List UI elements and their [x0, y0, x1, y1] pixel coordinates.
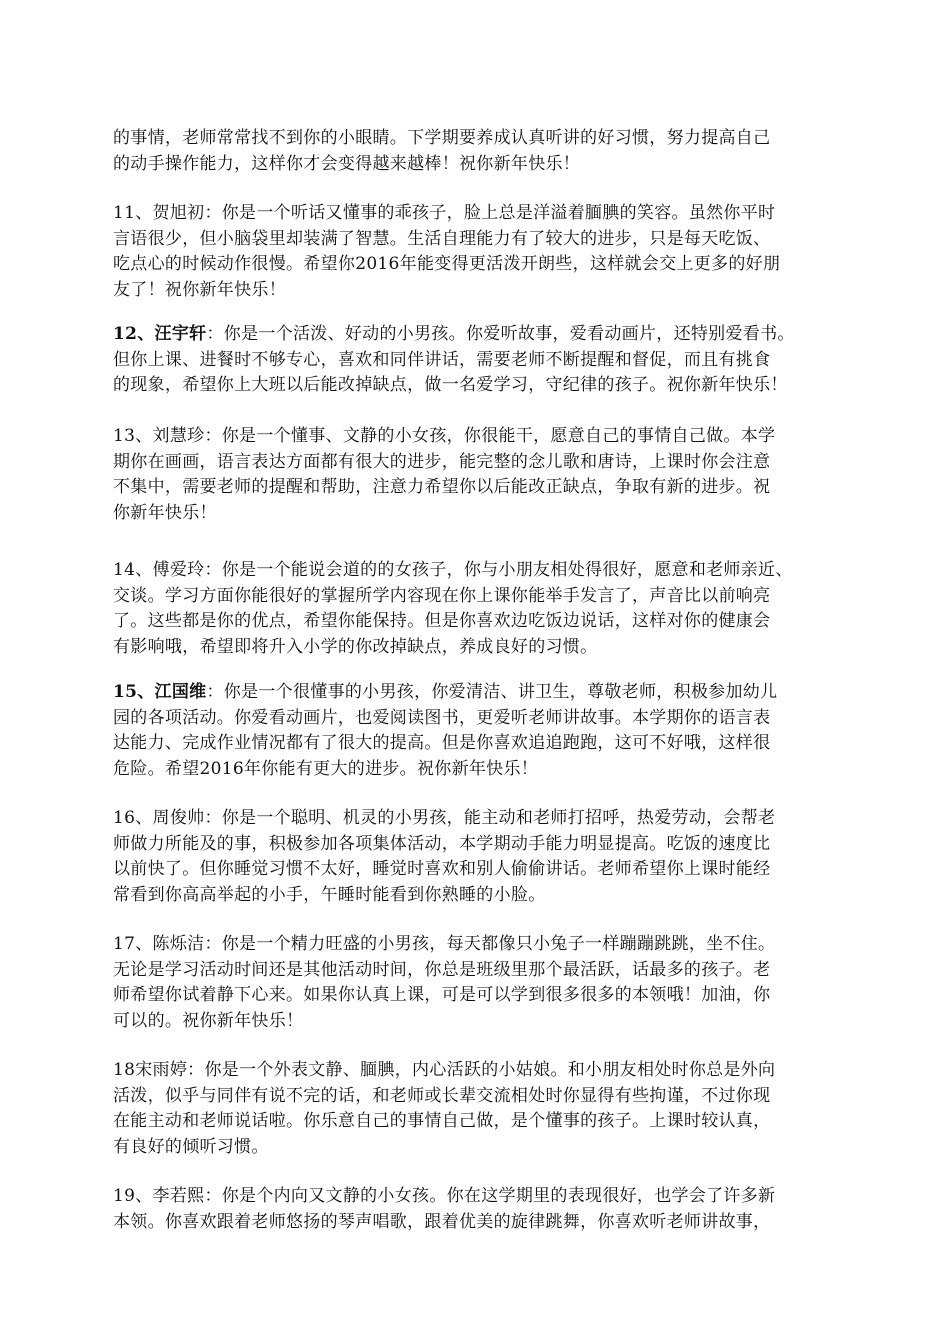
paragraph-line: 师做力所能及的事，积极参加各项集体活动，本学期动手能力明显提高。吃饭的速度比 [113, 833, 771, 854]
paragraph-line: ：你是一个能说会道的的女孩子，你与小朋友相处得很好，愿意和老师亲近、 [204, 560, 793, 580]
paragraph-line: 期你在画画，语言表达方面都有很大的进步，能完整的念儿歌和唐诗，上课时你会注意 [113, 451, 771, 472]
student-lead: 12、汪宇轩 [113, 324, 207, 344]
comment-paragraph-11 [113, 201, 873, 303]
paragraph-line: 你新年快乐！ [113, 502, 217, 523]
comment-paragraph-14 [113, 558, 873, 660]
student-lead: 15、江国维 [113, 682, 207, 702]
paragraph-continuation [113, 126, 873, 177]
document-page [113, 0, 873, 1344]
paragraph-line: 可以的。祝你新年快乐！ [113, 1010, 304, 1031]
student-lead: 14、傅爱玲 [113, 560, 205, 580]
student-lead: 16、周俊帅 [113, 808, 205, 828]
comment-paragraph-12 [113, 322, 873, 399]
paragraph-line: ：你是一个很懂事的小男孩，你爱清洁、讲卫生，尊敬老师，积极参加幼儿 [206, 682, 778, 702]
paragraph-line: 的现象，希望你上大班以后能改掉缺点，做一名爱学习，守纪律的孩子。祝你新年快乐！ [113, 375, 788, 395]
paragraph-line: 园的各项活动。你爱看动画片，也爱阅读图书，更爱听老师讲故事。本学期你的语言表 [113, 707, 771, 728]
paragraph-line: 交谈。学习方面你能很好的掌握所学内容现在你上课你能举手发言了，声音比以前响亮 [113, 585, 771, 606]
comment-paragraph-17 [113, 932, 873, 1034]
paragraph-line: 活泼，似乎与同伴有说不完的话，和老师或长辈交流相处时你显得有些拘谨，不过你现 [113, 1085, 771, 1106]
paragraph-line: 危险。希望2016年你能有更大的进步。祝你新年快乐！ [113, 758, 539, 779]
paragraph-line: 无论是学习活动时间还是其他活动时间，你总是班级里那个最活跃，话最多的孩子。老 [113, 959, 771, 980]
student-lead: 11、贺旭初 [113, 203, 205, 223]
paragraph-line: 言语很少，但小脑袋里却装满了智慧。生活自理能力有了较大的进步，只是每天吃饭、 [113, 228, 771, 249]
paragraph-line: ：你是一个聪明、机灵的小男孩，能主动和老师打招呼，热爱劳动，会帮老 [204, 808, 776, 828]
comment-paragraph-18 [113, 1058, 873, 1160]
student-lead: 17、陈烁洁 [113, 934, 205, 954]
paragraph-line: 了。这些都是你的优点，希望你能保持。但是你喜欢边吃饭边说话，这样对你的健康会 [113, 611, 771, 631]
comment-paragraph-16 [113, 806, 873, 908]
paragraph-line: 但你上课、进餐时不够专心，喜欢和同伴讲话，需要老师不断提醒和督促，而且有挑食 [113, 349, 771, 370]
paragraph-line: 吃点心的时候动作很慢。希望你2016年能变得更活泼开朗些，这样就会交上更多的好朋 [113, 254, 781, 274]
student-lead: 13、刘慧珍 [113, 426, 205, 446]
paragraph-line: ：你是个内向又文静的小女孩。你在这学期里的表现很好，也学会了许多新 [204, 1186, 776, 1206]
paragraph-line: 以前快了。但你睡觉习惯不太好，睡觉时喜欢和别人偷偷讲话。老师希望你上课时能经 [113, 859, 771, 879]
paragraph-line: 本领。你喜欢跟着老师悠扬的琴声唱歌，跟着优美的旋律跳舞，你喜欢听老师讲故事， [113, 1211, 771, 1232]
paragraph-line: 不集中，需要老师的提醒和帮助，注意力希望你以后能改正缺点，争取有新的进步。祝 [113, 477, 771, 497]
paragraph-line: 师希望你试着静下心来。如果你认真上课，可是可以学到很多很多的本领哦！加油，你 [113, 985, 771, 1005]
comment-paragraph-19 [113, 1184, 873, 1235]
comment-paragraph-15 [113, 680, 873, 782]
paragraph-line: 达能力、完成作业情况都有了很大的提高。但是你喜欢追追跑跑，这可不好哦，这样很 [113, 733, 771, 753]
paragraph-line: ：你是一个精力旺盛的小男孩，每天都像只小兔子一样蹦蹦跳跳，坐不住。 [204, 934, 776, 954]
paragraph-line: ：你是一个活泼、好动的小男孩。你爱听故事，爱看动画片，还特别爱看书。 [206, 324, 795, 344]
student-lead: 19、李若熙 [113, 1186, 205, 1206]
paragraph-line: 的动手操作能力，这样你才会变得越来越棒！祝你新年快乐！ [113, 153, 581, 174]
paragraph-line: 的事情，老师常常找不到你的小眼睛。下学期要养成认真听讲的好习惯，努力提高自己 [113, 128, 771, 148]
paragraph-line: ：你是一个听话又懂事的乖孩子，脸上总是洋溢着腼腆的笑容。虽然你平时 [204, 203, 776, 223]
paragraph-line: 有良好的倾听习惯。 [113, 1136, 269, 1157]
comment-paragraph-13 [113, 424, 873, 526]
paragraph-line: 常看到你高高举起的小手，午睡时能看到你熟睡的小脸。 [113, 884, 546, 905]
paragraph-line: 在能主动和老师说话啦。你乐意自己的事情自己做，是个懂事的孩子。上课时较认真， [113, 1111, 771, 1131]
paragraph-line: ：你是一个懂事、文静的小女孩，你很能干，愿意自己的事情自己做。本学 [204, 426, 776, 446]
paragraph-line: 有影响哦，希望即将升入小学的你改掉缺点，养成良好的习惯。 [113, 636, 598, 657]
student-lead: 18宋雨婷 [113, 1060, 188, 1080]
paragraph-line: ：你是一个外表文静、腼腆，内心活跃的小姑娘。和小朋友相处时你总是外向 [187, 1060, 776, 1080]
paragraph-line: 友了！祝你新年快乐！ [113, 279, 286, 300]
